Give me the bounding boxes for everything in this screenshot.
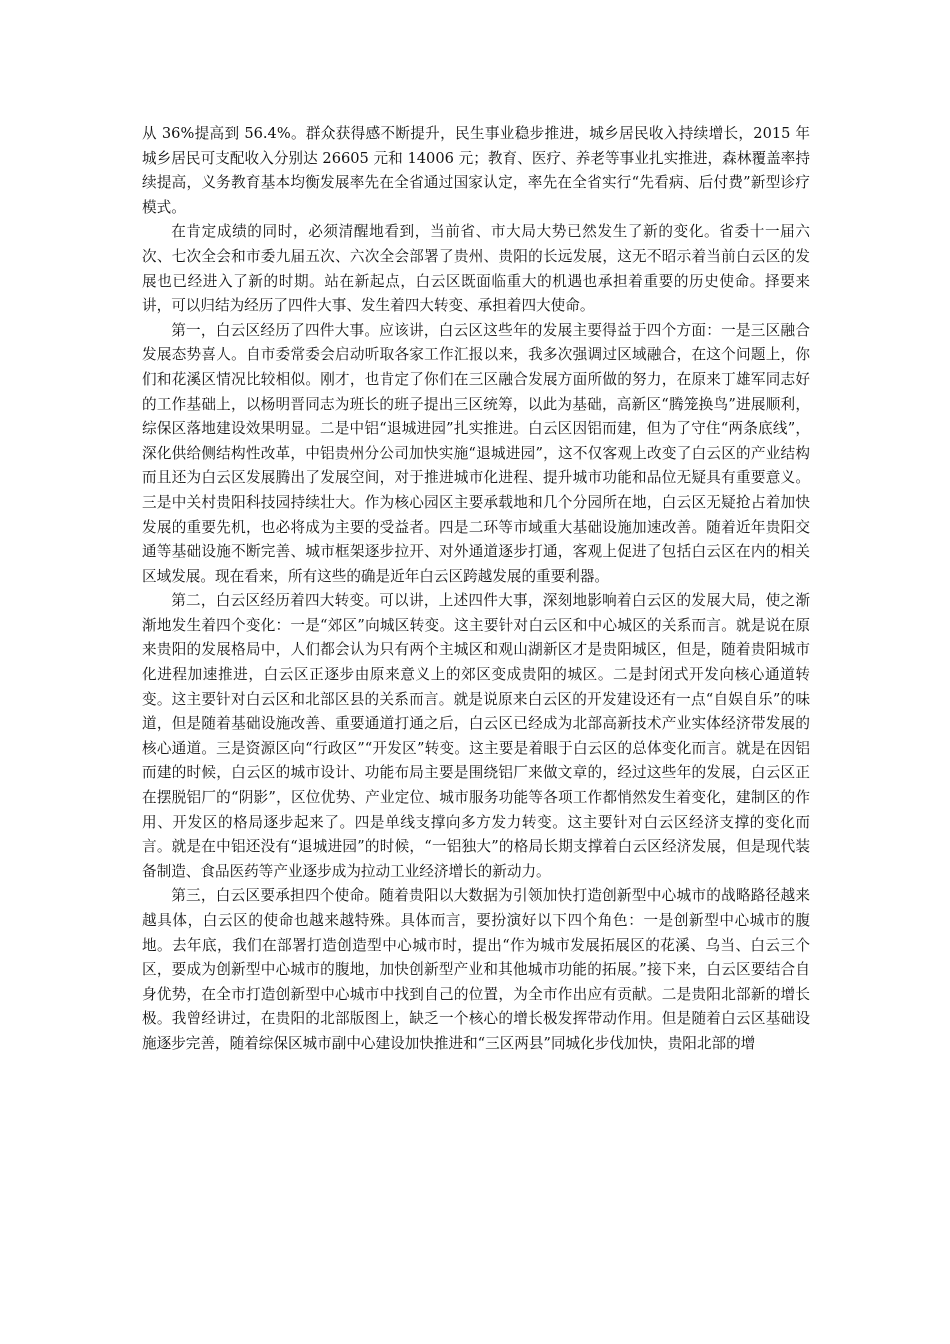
document-page xyxy=(142,122,810,1057)
paragraph: 在肯定成绩的同时，必须清醒地看到，当前省、市大局大势已然发生了新的变化。省委十一届六次、七次全会和市委九届五次、六次全会部署了贵州、贵阳的长远发展，这无不昭示着当前白云区的发展也已经进入了新的时期。站在新起点，白云区既面临重大的机遇也承担着重要的历史使命。择要来讲，可以归结为经历了四件大事、发生着四大转变、承担着四大使命。 xyxy=(142,223,810,315)
paragraph-continued: 从 36%提高到 56.4%。群众获得感不断提升，民生事业稳步推进，城乡居民收入持续增长，2015 年城乡居民可支配收入分别达 26605 元和 14006 元；教育、医疗、养老等事业扎实推进，森林覆盖率持续提高，义务教育基本均衡发展率先在全省通过国家认定，率先在全省实行“先看病、后付费”新型诊疗模式。 xyxy=(142,125,810,216)
paragraph: 第三，白云区要承担四个使命。随着贵阳以大数据为引领加快打造创新型中心城市的战略路径越来越具体，白云区的使命也越来越特殊。具体而言，要扮演好以下四个角色：一是创新型中心城市的腹地。去年底，我们在部署打造创造型中心城市时，提出“作为城市发展拓展区的花溪、乌当、白云三个区，要成为创新型中心城市的腹地，加快创新型产业和其他城市功能的拓展。”接下来，白云区要结合自身优势，在全市打造创新型中心城市中找到自己的位置，为全市作出应有贡献。二是贵阳北部新的增长极。我曾经讲过，在贵阳的北部版图上，缺乏一个核心的增长极发挥带动作用。但是随着白云区基础设施逐步完善，随着综保区城市副中心建设加快推进和“三区两县”同城化步伐加快，贵阳北部的增 xyxy=(142,887,810,1052)
paragraph: 第一，白云区经历了四件大事。应该讲，白云区这些年的发展主要得益于四个方面：一是三区融合发展态势喜人。自市委常委会启动听取各家工作汇报以来，我多次强调过区域融合，在这个问题上，你们和花溪区情况比较相似。刚才，也肯定了你们在三区融合发展方面所做的努力，在原来丁雄军同志好的工作基础上，以杨明晋同志为班长的班子提出三区统筹，以此为基础，高新区“腾笼换鸟”进展顺利，综保区落地建设效果明显。二是中铝“退城进园”扎实推进。白云区因铝而建，但为了守住“两条底线”，深化供给侧结构性改革，中铝贵州分公司加快实施“退城进园”，这不仅客观上改变了白云区的产业结构而且还为白云区发展腾出了发展空间，对于推进城市化进程、提升城市功能和品位无疑具有重要意义。三是中关村贵阳科技园持续壮大。作为核心园区主要承载地和几个分园所在地，白云区无疑抢占着加快发展的重要先机，也必将成为主要的受益者。四是二环等市域重大基础设施加速改善。随着近年贵阳交通等基础设施不断完善、城市框架逐步拉开、对外通道逐步打通，客观上促进了包括白云区在内的相关区域发展。现在看来，所有这些的确是近年白云区跨越发展的重要利器。 xyxy=(142,321,810,585)
paragraph: 第二，白云区经历着四大转变。可以讲，上述四件大事，深刻地影响着白云区的发展大局，使之渐渐地发生着四个变化：一是“郊区”向城区转变。这主要针对白云区和中心城区的关系而言。就是说在原来贵阳的发展格局中，人们都会认为只有两个主城区和观山湖新区才是贵阳城区，但是，随着贵阳城市化进程加速推进，白云区正逐步由原来意义上的郊区变成贵阳的城区。二是封闭式开发向核心通道转变。这主要针对白云区和北部区县的关系而言。就是说原来白云区的开发建设还有一点“自娱自乐”的味道，但是随着基础设施改善、重要通道打通之后，白云区已经成为北部高新技术产业实体经济带发展的核心通道。三是资源区向“行政区”“开发区”转变。这主要是着眼于白云区的总体变化而言。就是在因铝而建的时候，白云区的城市设计、功能布局主要是围绕铝厂来做文章的，经过这些年的发展，白云区正在摆脱铝厂的“阴影”，区位优势、产业定位、城市服务功能等各项工作都悄然发生着变化，建制区的作用、开发区的格局逐步起来了。四是单线支撑向多方发力转变。这主要针对白云区经济支撑的变化而言。就是在中铝还没有“退城进园”的时候，“一铝独大”的格局长期支撑着白云区经济发展，但是现代装备制造、食品医药等产业逐步成为拉动工业经济增长的新动力。 xyxy=(142,592,810,880)
